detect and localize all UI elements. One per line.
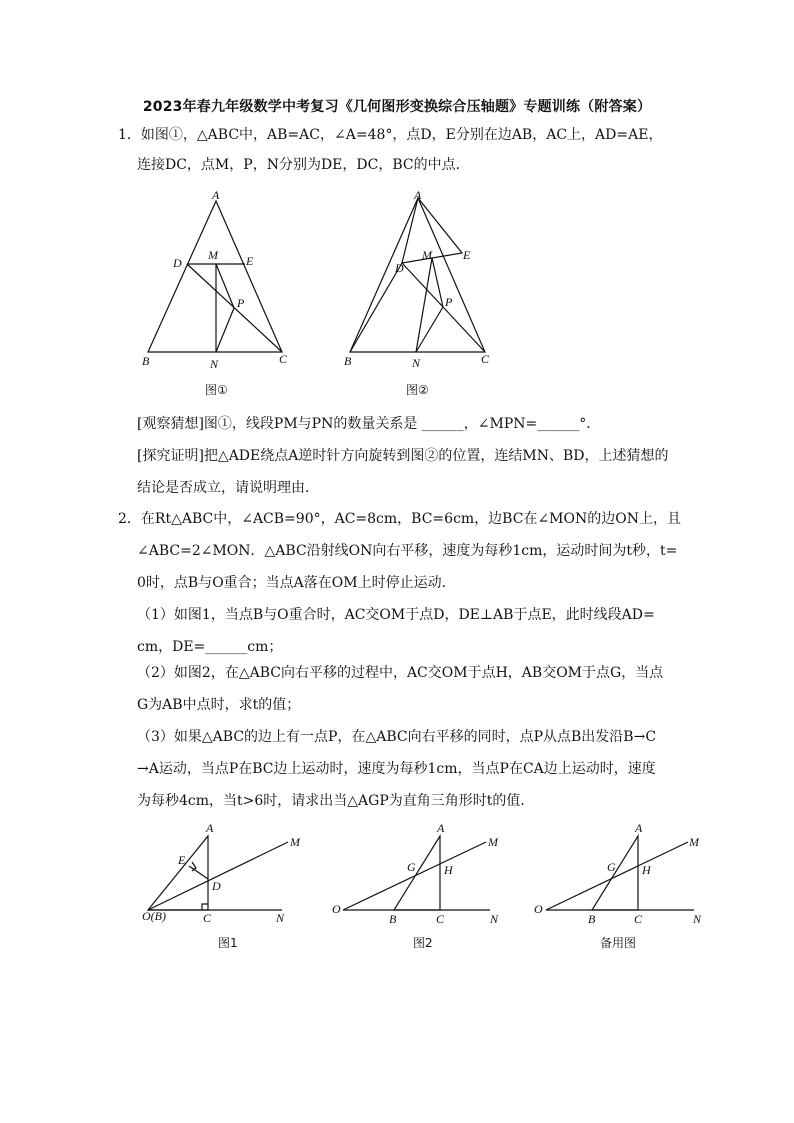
label-n-2: N [412, 356, 421, 370]
q1-line2: 连接DC，点M，P，N分别为DE，DC，BC的中点． [137, 157, 470, 173]
label-m-q2f1: M [290, 835, 300, 849]
q2-line1: 2．在Rt△ABC中，∠ACB=90°，AC=8cm，BC=6cm，边BC在∠MON的边ON上，且 [118, 511, 681, 527]
label-n-q2f1: N [276, 911, 285, 925]
triangle-abc-2 [350, 198, 485, 352]
label-d-2: D [395, 261, 404, 275]
label-a-q2f3: A [635, 821, 643, 835]
ray-om [148, 842, 288, 910]
label-h-q2f2: H [444, 863, 453, 877]
label-p: P [237, 296, 245, 310]
q2-fig1-caption: 图1 [218, 936, 238, 950]
label-d-q2f1: D [212, 879, 221, 893]
q2-line2: ∠ABC=2∠MON．△ABC沿射线ON向右平移，速度为每秒1cm，运动时间为t秒，t= [137, 543, 678, 559]
right-angle-e [192, 862, 196, 871]
q2-line3: 0时，点B与O重合；当点A落在OM上时停止运动． [137, 575, 456, 591]
q2-line7: G为AB中点时，求t的值； [137, 697, 301, 713]
q2-figure-1 [140, 820, 310, 930]
label-n-q2f2: N [490, 912, 499, 926]
label-m: M [208, 248, 218, 262]
right-angle-c [202, 904, 208, 910]
label-m-q2f2: M [488, 835, 498, 849]
label-h-q2f3: H [642, 863, 651, 877]
label-a-q2f2: A [437, 821, 445, 835]
ray-om-3 [546, 842, 688, 910]
page-title: 2023年春九年级数学中考复习《几何图形变换综合压轴题》专题训练（附答案） [142, 99, 652, 115]
q1-line1: 1．如图①，△ABC中，AB=AC，∠A=48°，点D，E分别在边AB，AC上，AD=AE， [118, 127, 663, 143]
q2-line4: （1）如图1，当点B与O重合时，AC交OM于点D，DE⊥AB于点E，此时线段AD= [137, 607, 655, 623]
label-c-2: C [481, 352, 490, 366]
q2-figure-2 [330, 820, 505, 930]
label-a: A [212, 188, 220, 202]
label-c-q2f2: C [436, 912, 445, 926]
label-c-q2f1: C [203, 911, 212, 925]
label-g-q2f2: G [407, 860, 416, 874]
label-d: D [173, 256, 182, 270]
segment-bd [350, 263, 402, 352]
label-a-2: A [414, 188, 422, 202]
label-o-q2f3: O [534, 902, 543, 916]
q2-fig3-caption: 备用图 [600, 936, 637, 950]
segment-dc [187, 264, 282, 352]
triangle-abc-fig2 [394, 836, 440, 910]
q2-line9: →A运动，当点P在BC边上运动时，速度为每秒1cm，当点P在CA边上运动时，速度 [137, 761, 656, 777]
segment-de-fig1 [189, 866, 208, 879]
label-b-q2f3: B [588, 912, 596, 926]
q1-line5: 结论是否成立，请说明理由． [137, 480, 319, 496]
label-g-q2f3: G [607, 860, 616, 874]
label-m-2: M [422, 248, 432, 262]
q2-figure-3 [530, 820, 710, 930]
q2-line10: 为每秒4cm，当t>6时，请求出当△AGP为直角三角形时t的值． [137, 793, 535, 809]
label-c: C [279, 352, 288, 366]
label-m-q2f3: M [689, 835, 699, 849]
label-a-q2f1: A [206, 821, 214, 835]
label-c-q2f3: C [634, 912, 643, 926]
segment-dc-2 [402, 263, 485, 352]
label-e: E [246, 254, 254, 268]
segment-pn [216, 308, 234, 352]
q2-line8: （3）如果△ABC的边上有一点P，在△ABC向右平移的同时，点P从点B出发沿B→C [137, 729, 657, 745]
q1-line3: [观察猜想]图①，线段PM与PN的数量关系是 ______，∠MPN=______°． [137, 416, 601, 432]
q1-figure-1 [130, 185, 310, 375]
label-ob-q2f1: O(B) [142, 909, 166, 923]
label-e-q2f1: E [178, 853, 186, 867]
label-b-2: B [344, 354, 352, 368]
q1-fig1-caption: 图① [205, 383, 228, 397]
label-n-q2f3: N [693, 912, 702, 926]
segment-mp-2 [432, 258, 443, 307]
label-p-2: P [445, 295, 453, 309]
label-n: N [210, 357, 219, 371]
q1-line4: [探究证明]把△ADE绕点A逆时针方向旋转到图②的位置，连结MN、BD，上述猜想的 [137, 448, 669, 464]
q2-line6: （2）如图2，在△ABC向右平移的过程中，AC交OM于点H，AB交OM于点G，当点 [137, 665, 664, 681]
triangle-abc [148, 201, 282, 352]
q1-figure-2 [335, 185, 515, 375]
label-b: B [142, 354, 150, 368]
label-o-q2f2: O [332, 902, 341, 916]
q2-line5: cm，DE=______cm； [137, 639, 283, 655]
label-e-2: E [463, 248, 471, 262]
q1-fig2-caption: 图② [406, 383, 429, 397]
segment-mp [216, 264, 234, 308]
q2-fig2-caption: 图2 [413, 936, 433, 950]
label-b-q2f2: B [389, 912, 397, 926]
